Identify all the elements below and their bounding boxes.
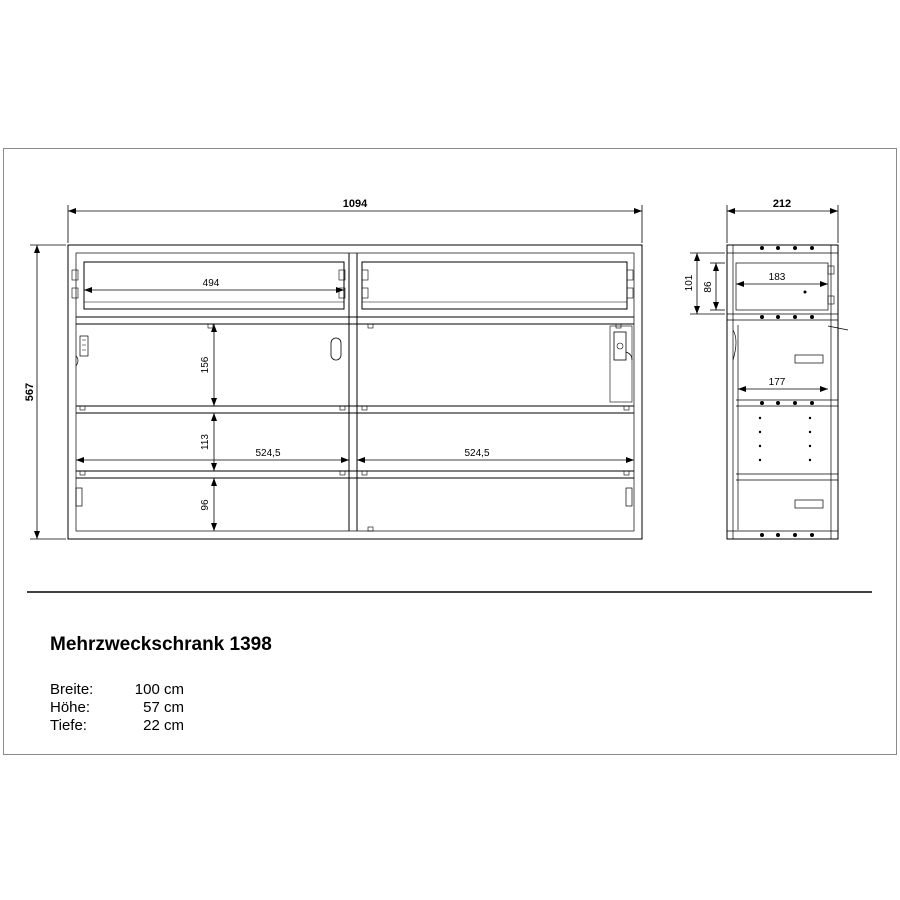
dim-compartment-height-1: 156 (200, 356, 211, 374)
dim-total-width: 1094 (342, 198, 368, 210)
side-drawer (736, 263, 828, 310)
hinge-icon (80, 336, 88, 356)
spec-label: Höhe: (50, 699, 91, 716)
side-view (727, 245, 848, 539)
cabinet-outline (68, 245, 642, 539)
spec-row-width (50, 681, 184, 698)
side-outline (727, 245, 838, 539)
side-dimensions (690, 205, 838, 389)
spec-row-height (50, 699, 184, 716)
product-title: Mehrzweckschrank 1398 (50, 634, 272, 655)
dim-side-depth-183: 183 (768, 272, 786, 283)
dim-side-height-86: 86 (703, 281, 714, 293)
spec-label: Breite: (50, 681, 94, 698)
front-dimensions (30, 205, 642, 539)
spec-value: 100 cm (134, 681, 184, 698)
hinge-icon (614, 332, 626, 360)
dim-compartment-width-left: 524,5 (255, 448, 281, 459)
hinge-icon (795, 500, 823, 508)
dim-side-height-101: 101 (684, 274, 695, 292)
dim-depth: 212 (772, 198, 792, 210)
cabinet-inner-outline (76, 253, 634, 531)
dim-drawer-width: 494 (202, 278, 220, 289)
dim-compartment-height-3: 96 (200, 499, 211, 511)
hinge-icon (626, 488, 632, 506)
side-drill-holes (759, 246, 814, 537)
dim-compartment-width-right: 524,5 (464, 448, 490, 459)
spec-value: 22 cm (143, 717, 184, 734)
spec-value: 57 cm (143, 699, 184, 716)
spec-row-depth (50, 717, 184, 734)
hinge-icon (76, 488, 82, 506)
dim-total-height: 567 (24, 382, 36, 402)
handle-icon (331, 338, 341, 360)
hinge-icon (795, 355, 823, 363)
front-view (68, 245, 642, 539)
hinge-panel (610, 326, 632, 402)
spec-label: Tiefe: (50, 717, 87, 734)
dim-side-depth-177: 177 (768, 377, 786, 388)
dim-compartment-height-2: 113 (200, 434, 211, 450)
